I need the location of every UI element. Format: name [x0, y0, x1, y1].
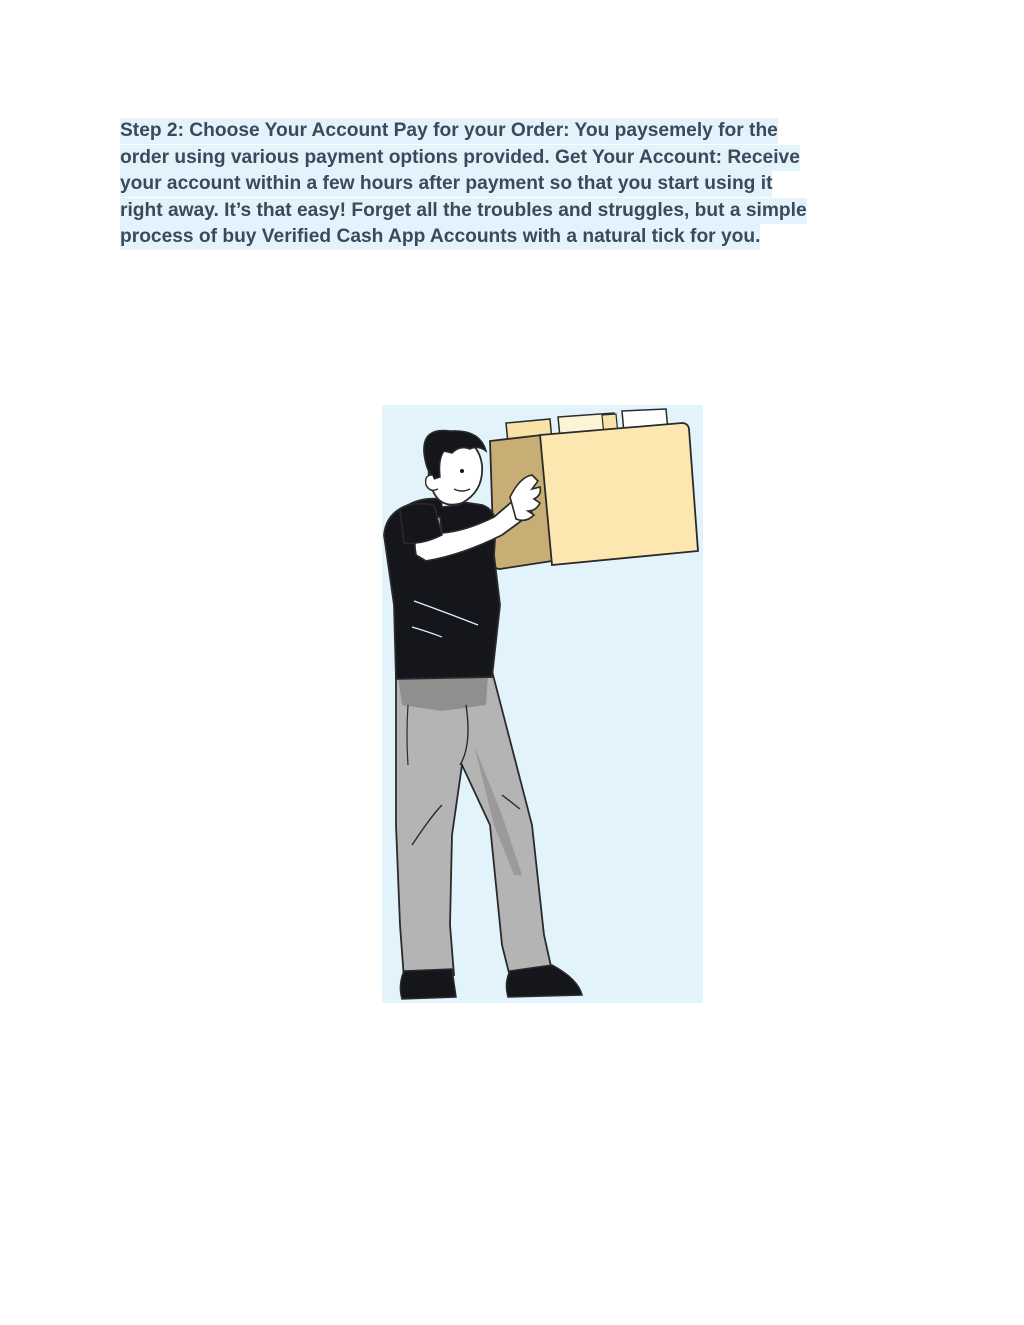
left-shoe [400, 969, 456, 999]
step-2-paragraph [120, 118, 820, 251]
man-carrying-box-illustration [382, 405, 703, 1003]
eye [460, 469, 464, 473]
highlighted-text: Step 2: Choose Your Account Pay for your Order: You paysemely for the order using various payment options provided. Get Your Account: Receive your account within a few hours after payment so that you start using it right away. It’s that easy! Forget all the troubles and struggles, but a simple process of buy Verified Cash App Accounts with a natural tick for you. [120, 118, 807, 250]
illustration-svg [382, 405, 703, 1003]
box-front [540, 423, 698, 565]
